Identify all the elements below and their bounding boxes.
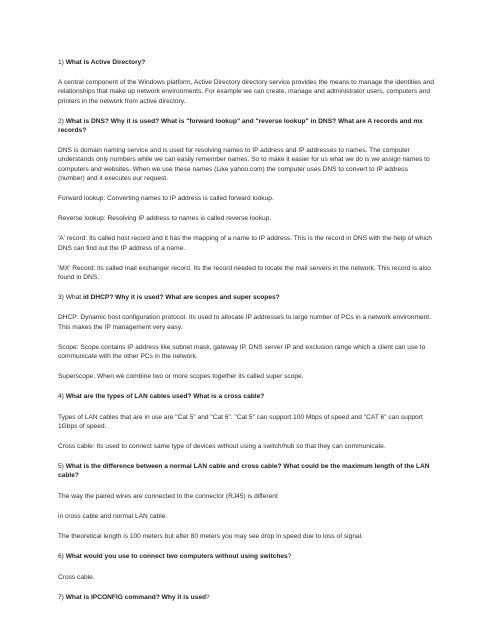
question-heading (58, 117, 436, 135)
question-number: 5) (58, 463, 66, 471)
question-text: What is IPCONFIG command? Why it is used (65, 593, 207, 601)
answer-paragraph: Superscope: When we combine two or more scopes together its called super scope. (58, 373, 304, 381)
answer-paragraph: The way the paired wires are connected to the connector (RJ45) is different (58, 492, 278, 500)
answer-paragraph: 'A' record: Its called host record and it has the mapping of a name to IP address. This is the record in DNS with the help of which DNS can find out the IP address of a name. (58, 235, 432, 252)
question-prefix: What (65, 294, 83, 302)
answer-paragraph: DHCP: Dynamic host configuration protocol. Its used to allocate IP addresses to large number of PCs in a network environment. This makes the IP management very easy. (58, 314, 431, 331)
question-heading (58, 58, 436, 67)
question-heading (58, 462, 436, 480)
answer-paragraph: 'MX' Record: its called mail exchanger record. Its the record needed to locate the mail servers in the network. This record is also found in DNS. (58, 264, 431, 282)
answer-paragraph: The theoretical length is 100 meters but after 80 meters you may see drop in speed due to loss of signal. (58, 533, 363, 541)
answer-paragraph: in cross cable and normal LAN cable. (58, 512, 168, 520)
question-suffix: ? (206, 593, 210, 601)
question-text: id DHCP? Why it is used? What are scopes and super scopes? (82, 294, 280, 302)
answer-paragraph: Cross cable. (58, 573, 95, 581)
answer-paragraph: Cross cable: Its used to connect same type of devices without using a switch/hub so that they can communicate. (58, 443, 386, 451)
question-heading (58, 552, 436, 561)
answer-paragraph: Reverse lookup: Resolving IP address to names is called reverse lookup. (58, 215, 272, 223)
question-number: 3) (58, 294, 66, 302)
question-number: 2) (58, 117, 66, 125)
question-text: What is the difference between a normal LAN cable and cross cable? What could be the maximum length of the LAN cable? (58, 463, 430, 480)
question-heading (58, 293, 436, 302)
question-text: What is DNS? Why it is used? What is "forward lookup" and "reverse lookup" in DNS? What are A records and mx records? (58, 117, 423, 135)
question-heading (58, 392, 436, 401)
answer-paragraph: Types of LAN cables that are in use are "Cat 5" and "Cat 6". "Cat 5" can support 100 Mbps of speed and "CAT 6" can support 1Gbps of speed. (58, 413, 423, 430)
question-number: 1) (58, 59, 66, 66)
question-text: What is Active Directory? (65, 59, 146, 66)
answer-paragraph: Forward lookup: Converting names to IP address is called forward lookup. (58, 195, 274, 203)
question-number: 4) (58, 393, 66, 401)
question-text: What would you use to connect two computers without using switches (65, 553, 288, 561)
question-suffix: ? (287, 553, 292, 561)
answer-paragraph: DNS is domain naming service and is used for resolving names to IP address and IP addresses to names. The computer understands only numbers while we can easily remember names. So to make it easier for us what we do is we assign names to computers and websites. When we use these names (Like yahoo.com) the computer uses DNS to convert to IP address (number) and it executes our request. (58, 147, 430, 182)
document-body (58, 58, 436, 613)
answer-paragraph: A central component of the Windows platform, Active Directory directory service provides the means to manage the identities and relationships that make up network environments. For example we can create, manage and administrator users, computers and printers in the network from active directory. (58, 79, 435, 105)
question-number: 7) (58, 593, 66, 601)
question-heading (58, 593, 436, 602)
answer-paragraph: Scope: Scope contains IP address like subnet mask, gateway IP, DNS server IP and exclusion range which a client can use to communicate with the other PCs in the network. (58, 343, 426, 361)
question-number: 6) (58, 553, 66, 561)
question-text: What are the types of LAN cables used? What is a cross cable? (65, 393, 265, 401)
